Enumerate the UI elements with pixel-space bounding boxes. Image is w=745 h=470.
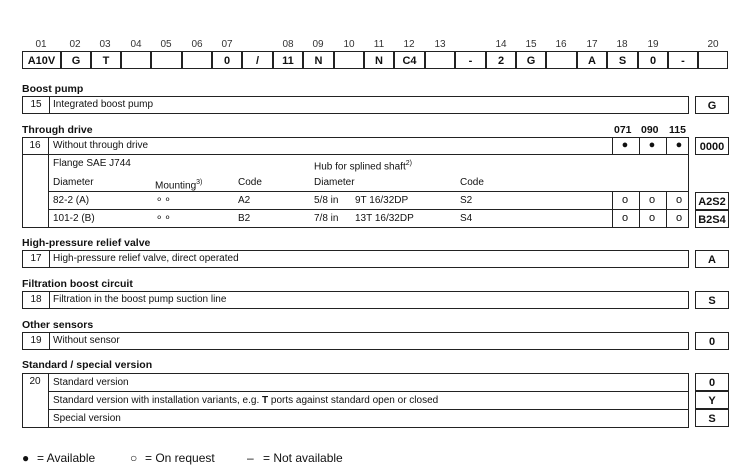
size-090: 090 (641, 124, 659, 136)
legend-available: = Available (37, 451, 96, 465)
option-code-19: 0 (695, 332, 729, 350)
mark-071-b2s4: o (621, 212, 629, 224)
option-code-a2s2: A2S2 (695, 192, 729, 210)
pos-12: 12 (403, 39, 415, 50)
pos-20: 20 (707, 39, 719, 50)
option-code-y: Y (695, 391, 729, 409)
pos-13: 13 (434, 39, 446, 50)
section-title-relief-valve: High-pressure relief valve (22, 237, 151, 249)
hub-dia-a: 5/8 in (314, 195, 339, 206)
pos-02: 02 (69, 39, 81, 50)
row-number: 18 (23, 292, 50, 308)
section-title-filtration: Filtration boost circuit (22, 278, 133, 290)
pos-15: 15 (525, 39, 537, 50)
pos-04: 04 (130, 39, 142, 50)
pos-16: 16 (555, 39, 567, 50)
code-box-06 (182, 51, 212, 69)
code-box-sep2: - (455, 51, 486, 69)
special-version-text: Special version (53, 413, 121, 424)
pos-06: 06 (191, 39, 203, 50)
row-number-20: 20 (29, 376, 41, 387)
installation-variant-text: Standard version with installation variants, e.g. T ports against standard open or closed (53, 395, 439, 406)
mounting-icon: ⚬⚬ (155, 213, 172, 224)
row-19 (22, 332, 689, 350)
row-number-16: 16 (29, 140, 41, 151)
row-text: Without sensor (53, 335, 120, 346)
mark-071-none: ● (621, 139, 629, 151)
option-code-0: 0 (695, 373, 729, 391)
code-box-01: A10V (22, 51, 61, 69)
col-code: Code (238, 177, 262, 188)
section-title-boost-pump: Boost pump (22, 83, 84, 95)
row-number: 19 (23, 333, 50, 349)
mark-115-a2s2: o (675, 194, 683, 206)
row-text: Integrated boost pump (53, 99, 154, 110)
option-code-17: A (695, 250, 729, 268)
code-box-09: N (303, 51, 334, 69)
pos-03: 03 (99, 39, 111, 50)
legend-available-icon: ● (22, 451, 30, 465)
legend-na-icon: – (247, 451, 254, 465)
diameter-b: 101-2 (B) (53, 213, 95, 224)
code-box-15: G (516, 51, 546, 69)
pos-19: 19 (647, 39, 659, 50)
option-code-0000: 0000 (695, 137, 729, 155)
pos-11: 11 (373, 39, 385, 50)
code-box-07: 0 (212, 51, 242, 69)
mark-071-a2s2: o (621, 194, 629, 206)
row-number: 17 (23, 251, 50, 267)
flange-label: Flange SAE J744 (53, 158, 131, 169)
diameter-a: 82-2 (A) (53, 195, 90, 206)
row-text: Filtration in the boost pump suction line (53, 294, 227, 305)
code-box-05 (151, 51, 182, 69)
hub-dia-b: 7/8 in (314, 213, 339, 224)
col-diameter: Diameter (53, 177, 94, 188)
code-box-04 (121, 51, 151, 69)
legend-na: = Not available (263, 451, 343, 465)
option-code-18: S (695, 291, 729, 309)
col-hub-diameter: Diameter (314, 177, 355, 188)
option-code-b2s4: B2S4 (695, 210, 729, 228)
row-17 (22, 250, 689, 268)
hub-spline-a: 9T 16/32DP (355, 195, 409, 206)
mark-090-a2s2: o (648, 194, 656, 206)
flange-code-a2: A2 (238, 195, 251, 206)
code-box-02: G (61, 51, 91, 69)
code-box-10 (334, 51, 364, 69)
mark-115-b2s4: o (675, 212, 683, 224)
code-box-sep1: / (242, 51, 273, 69)
pos-01: 01 (35, 39, 47, 50)
section-title-through-drive: Through drive (22, 124, 93, 136)
option-code-15: G (695, 96, 729, 114)
row-15 (22, 96, 689, 114)
size-071: 071 (614, 124, 632, 136)
legend-request: = On request (145, 451, 215, 465)
standard-version-text: Standard version (53, 377, 129, 388)
col-hub-code: Code (460, 177, 484, 188)
row-18 (22, 291, 689, 309)
code-box-19: 0 (638, 51, 668, 69)
section-title-sensors: Other sensors (22, 319, 94, 331)
pos-09: 09 (312, 39, 324, 50)
code-box-13 (425, 51, 455, 69)
pos-05: 05 (160, 39, 172, 50)
mark-090-none: ● (648, 139, 656, 151)
code-box-03: T (91, 51, 121, 69)
mark-090-b2s4: o (648, 212, 656, 224)
code-box-16 (546, 51, 577, 69)
section-title-standard: Standard / special version (22, 359, 153, 371)
hub-code-s4: S4 (460, 213, 473, 224)
hub-label: Hub for splined shaft$^{2)}$ (314, 160, 412, 173)
code-box-12: C4 (394, 51, 425, 69)
pos-18: 18 (616, 39, 628, 50)
pos-17: 17 (586, 39, 598, 50)
code-box-17: A (577, 51, 607, 69)
flange-code-b2: B2 (238, 213, 251, 224)
pos-10: 10 (343, 39, 355, 50)
row-number: 15 (23, 97, 50, 113)
code-box-11: N (364, 51, 394, 69)
col-mounting: Mounting$^{3)}$ (155, 179, 203, 192)
mark-115-none: ● (675, 139, 683, 151)
mounting-icon: ⚬⚬ (155, 195, 172, 206)
legend-request-icon: ○ (130, 451, 138, 465)
code-box-14: 2 (486, 51, 516, 69)
hub-spline-b: 13T 16/32DP (355, 213, 414, 224)
size-115: 115 (669, 124, 686, 136)
option-code-s: S (695, 409, 729, 427)
pos-08: 08 (282, 39, 294, 50)
hub-code-s2: S2 (460, 195, 473, 206)
code-box-20 (698, 51, 728, 69)
code-box-18: S (607, 51, 638, 69)
row-text: High-pressure relief valve, direct operated (53, 253, 239, 264)
code-box-08: 11 (273, 51, 303, 69)
pos-07: 07 (221, 39, 233, 50)
code-box-sep3: - (668, 51, 698, 69)
row-text-16: Without through drive (53, 140, 149, 151)
pos-14: 14 (495, 39, 507, 50)
